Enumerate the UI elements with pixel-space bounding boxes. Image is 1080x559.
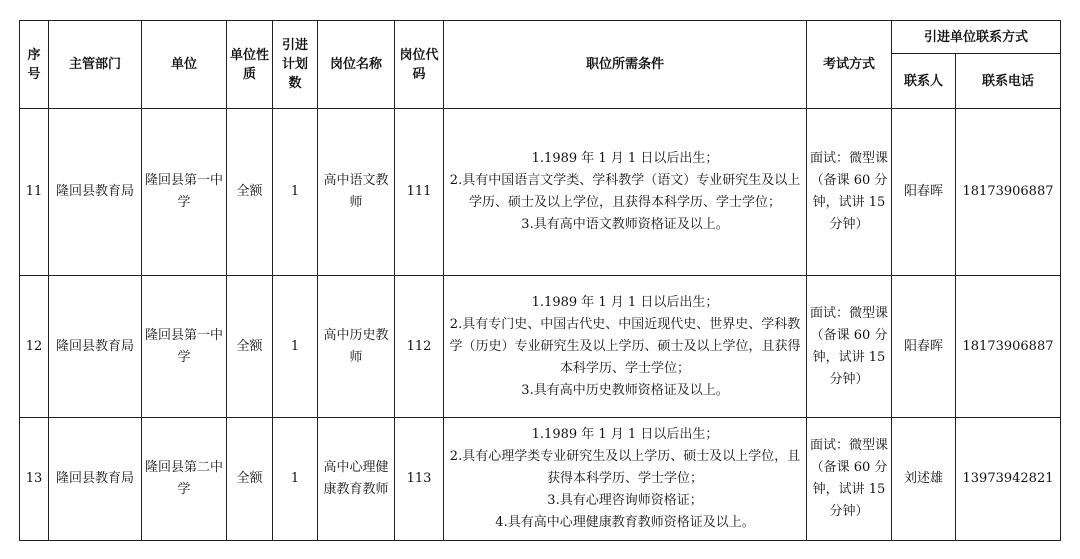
cell-contact-phone: 13973942821	[956, 417, 1061, 540]
cell-unit-nature: 全额	[227, 417, 273, 540]
cell-unit-nature: 全额	[227, 276, 273, 417]
cell-post-code: 113	[395, 417, 444, 540]
requirement-line: 2.具有心理学类专业研究生及以上学历、硕士及以上学位，且获得本科学历、学士学位；	[449, 448, 801, 486]
cell-exam-method: 面试：微型课（备课 60 分钟，试讲 15 分钟）	[807, 417, 892, 540]
header-unit-nature: 单位性质	[227, 21, 273, 109]
cell-post-code: 111	[395, 109, 444, 276]
cell-plan-count: 1	[273, 276, 318, 417]
requirement-line: 1.1989 年 1 月 1 日以后出生；	[531, 151, 719, 167]
table-row	[20, 109, 1061, 276]
cell-post-name: 高中语文教师	[318, 109, 395, 276]
requirement-line: 3.具有高中历史教师资格证及以上。	[521, 382, 729, 398]
cell-contact-phone: 18173906887	[956, 109, 1061, 276]
cell-index: 13	[20, 417, 49, 540]
cell-index: 12	[20, 276, 49, 417]
recruitment-table	[19, 20, 1061, 541]
cell-plan-count: 1	[273, 417, 318, 540]
header-plan-count: 引进计划数	[273, 21, 318, 109]
header-department: 主管部门	[49, 21, 142, 109]
cell-post-name: 高中心理健康教育教师	[318, 417, 395, 540]
requirement-line: 2.具有中国语言文学类、学科教学（语文）专业研究生及以上学历、硕士及以上学位，且获得本科学历、学士学位；	[449, 173, 801, 211]
cell-exam-method: 面试：微型课（备课 60 分钟，试讲 15 分钟）	[807, 109, 892, 276]
requirement-line: 3.具有高中语文教师资格证及以上。	[521, 217, 729, 233]
cell-contact-person: 阳春晖	[892, 109, 956, 276]
cell-unit: 隆回县第一中学	[142, 276, 227, 417]
header-contact-phone: 联系电话	[956, 54, 1061, 109]
cell-unit: 隆回县第二中学	[142, 417, 227, 540]
cell-exam-method: 面试：微型课（备课 60 分钟，试讲 15 分钟）	[807, 276, 892, 417]
header-contact-person: 联系人	[892, 54, 956, 109]
cell-unit: 隆回县第一中学	[142, 109, 227, 276]
cell-requirements	[444, 276, 807, 417]
header-index: 序号	[20, 21, 49, 109]
cell-plan-count: 1	[273, 109, 318, 276]
cell-contact-phone: 18173906887	[956, 276, 1061, 417]
requirement-line: 2.具有专门史、中国古代史、中国近现代史、世界史、学科教学（历史）专业研究生及以上学历、硕士及以上学位，且获得本科学历、学士学位；	[449, 316, 801, 376]
cell-post-code: 112	[395, 276, 444, 417]
cell-requirements	[444, 109, 807, 276]
table-row	[20, 276, 1061, 417]
header-post-code: 岗位代码	[395, 21, 444, 109]
requirement-line: 1.1989 年 1 月 1 日以后出生；	[531, 426, 719, 442]
requirement-line: 4.具有高中心理健康教育教师资格证及以上。	[495, 514, 755, 530]
cell-index: 11	[20, 109, 49, 276]
cell-post-name: 高中历史教师	[318, 276, 395, 417]
cell-contact-person: 刘述雄	[892, 417, 956, 540]
header-post-name: 岗位名称	[318, 21, 395, 109]
cell-department: 隆回县教育局	[49, 417, 142, 540]
cell-contact-person: 阳春晖	[892, 276, 956, 417]
header-unit: 单位	[142, 21, 227, 109]
requirement-line: 3.具有心理咨询师资格证；	[547, 492, 703, 508]
cell-department: 隆回县教育局	[49, 276, 142, 417]
header-exam-method: 考试方式	[807, 21, 892, 109]
requirement-line: 1.1989 年 1 月 1 日以后出生；	[531, 294, 719, 310]
header-requirements: 职位所需条件	[444, 21, 807, 109]
table-row	[20, 417, 1061, 540]
cell-department: 隆回县教育局	[49, 109, 142, 276]
header-contact-group: 引进单位联系方式	[892, 21, 1061, 54]
cell-unit-nature: 全额	[227, 109, 273, 276]
cell-requirements	[444, 417, 807, 540]
